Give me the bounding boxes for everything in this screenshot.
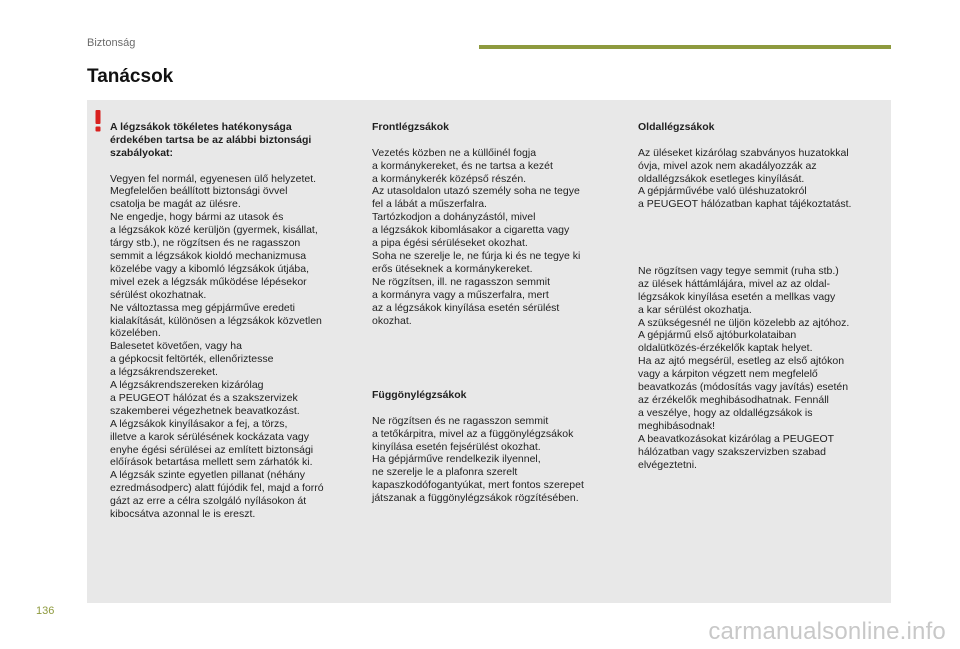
frontal-airbags-section (372, 108, 627, 327)
warning-column (110, 108, 360, 521)
page-number: 136 (36, 605, 55, 617)
side-airbags-section (638, 108, 888, 211)
frontal-airbags-body: Vezetés közben ne a küllőinél fogja a kormánykereket, és ne tartsa a kezét a kormánykerék középső részén. Az utasoldalon utazó személy soha ne tegye fel a lábát a műszerfalra. Tartózkodjon a dohányzástól, mivel a légzsákok kibomlásakor a cigaretta vagy a pipa égési sérüléseket okozhat. Soha ne szerelje le, ne fúrja ki és ne tegye ki erős ütéseknek a kormánykereket. Ne rögzítsen, ill. ne ragasszon semmit a kormányra vagy a műszerfalra, mert az a légzsákok kinyílása esetén sérülést okozhat. (372, 146, 581, 327)
warning-body: Vegyen fel normál, egyenesen ülő helyzetet. Megfelelően beállított biztonsági övvel csatolja be magát az ülésre. Ne engedje, hogy bármi az utasok és a légzsákok közé kerüljön (gyermek, kisállat, tárgy stb.), ne rögzítsen és ne ragasszon semmit a légzsákok kioldó mechanizmusa közelébe vagy a kibomló légzsákok útjába, mivel ezek a légzsák működése lépésekor sérülést okozhatnak. Ne változtassa meg gépjárműve eredeti kialakítását, különösen a légzsákok közvetlen közelében. Balesetet követően, vagy ha a gépkocsit feltörték, ellenőriztesse a légzsákrendszereket. A légzsákrendszereken kizárólag a PEUGEOT hálózat és a szakszervizek szakemberei végezhetnek beavatkozást. A légzsákok kinyílásakor a fej, a törzs, illetve a karok sérülésének kockázata vagy enyhe égési sérülései az említett biztonsági előírások betartása mellett sem zárhatók ki. A légzsák szinte egyetlen pillanat (néhány ezredmásodperc) alatt fújódik fel, majd a forró gázt az erre a célra szolgáló nyílásokon át kibocsátva azonnal le is ereszt. (110, 172, 324, 521)
warning-title: A légzsákok tökéletes hatékonysága érdekében tartsa be az alábbi biztonsági szabályokat: (110, 120, 312, 159)
exclamation-warning-icon (92, 110, 104, 132)
side-airbags-body-2: Ne rögzítsen vagy tegye semmit (ruha stb.) az ülések háttámlájára, mivel az az oldal- légzsákok kinyílása esetén a mellkas vagy a kar sérülést okozhatja. A szükségesnél ne üljön közelebb az ajtóhoz. A gépjármű első ajtóburkolataiban oldalütközés-érzékelők kaptak helyet. Ha az ajtó megsérül, esetleg az első ajtókon vagy a kárpiton végzett nem megfelelő beavatkozás (módosítás vagy javítás) esetén az érzékelők meghibásodhatnak. Fennáll a veszélye, hogy az oldallégzsákok is meghibásodnak! A beavatkozásokat kizárólag a PEUGEOT hálózatban vagy szakszervizben szabad elvégeztetni. (638, 264, 850, 471)
header-accent-bar (479, 45, 891, 49)
side-airbags-extra (638, 252, 888, 471)
side-airbags-body: Az üléseket kizárólag szabványos huzatokkal óvja, mivel azok nem akadályozzák az oldallégzsákok esetleges kinyílását. A gépjárművébe való üléshuzatokról a PEUGEOT hálózatban kaphat tájékoztatást. (638, 146, 852, 211)
page-title: Tanácsok (87, 66, 174, 87)
curtain-airbags-title: Függönylégzsákok (372, 388, 467, 401)
side-airbags-title: Oldallégzsákok (638, 120, 715, 133)
watermark: carmanualsonline.info (708, 618, 946, 645)
curtain-airbags-section (372, 376, 627, 505)
header-section-label: Biztonság (87, 37, 136, 49)
frontal-airbags-title: Frontlégzsákok (372, 120, 450, 133)
curtain-airbags-body: Ne rögzítsen és ne ragasszon semmit a tetőkárpitra, mivel az a függönylégzsákok kinyílása esetén fejsérülést okozhat. Ha gépjárműve rendelkezik ilyennel, ne szerelje le a plafonra szerelt kapaszkodófogantyúkat, mert fontos szerepet játszanak a függönylégzsákok rögzítésében. (372, 414, 584, 505)
